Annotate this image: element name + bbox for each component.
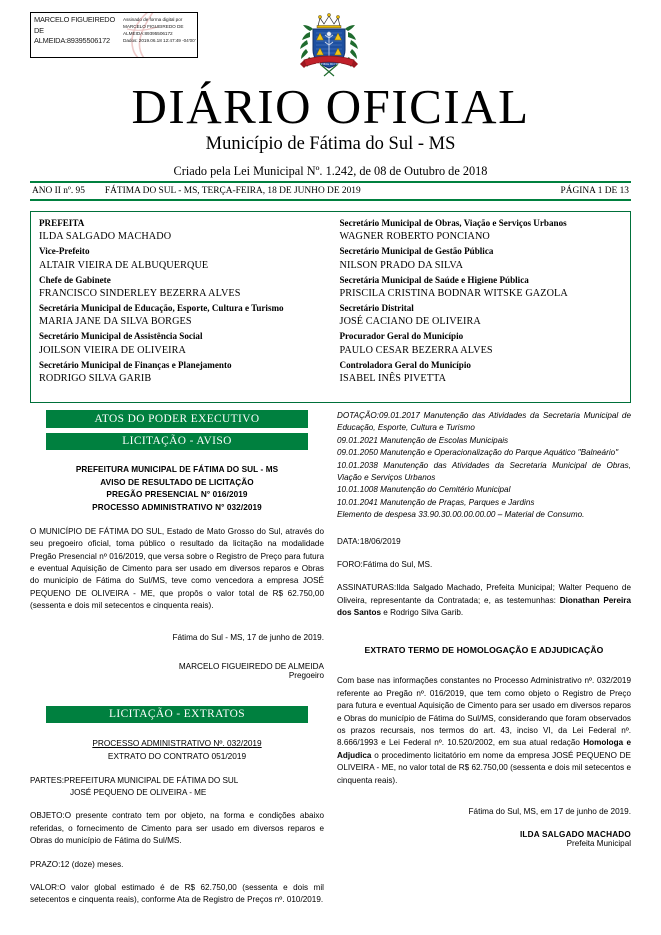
official-name: ISABEL INÊS PIVETTA: [339, 373, 447, 385]
page-title: DIÁRIO OFICIAL: [131, 79, 530, 134]
official-name: ILDA SALGADO MACHADO: [39, 231, 172, 243]
partes-line-1: [30, 775, 324, 787]
masthead-law-line: Criado pela Lei Municipal Nº. 1.242, de 08 de Outubro de 2018: [173, 163, 488, 178]
official-role: Secretária Municipal de Educação, Esporte, Cultura e Turismo: [39, 303, 284, 314]
aviso-heading-line-2: AVISO DE RESULTADO DE LICITAÇÃO: [100, 477, 254, 487]
aviso-signer-role: Pregoeiro: [288, 670, 324, 680]
homologacao-body: [337, 675, 631, 787]
official-role: Secretário Municipal de Assistência Social: [39, 331, 203, 342]
digital-signature-stamp: [30, 12, 198, 58]
signature-name-line-1: MARCELO FIGUEIREDO: [34, 15, 115, 24]
official-role: Chefe de Gabinete: [39, 274, 111, 285]
valor-text: VALOR:O valor global estimado é de R$ 62.750,00 (sessenta e dois mil setecentos e cinquenta reais), conforme Ata de Registro de Preços nº. 010/2019.: [30, 882, 324, 905]
aviso-heading-line-4: PROCESSO ADMINISTRATIVO N° 032/2019: [92, 503, 262, 513]
official-role: Vice-Prefeito: [39, 246, 90, 257]
assinaturas-witness-bold: Dionathan Pereira dos Santos: [337, 595, 632, 618]
official-name: PAULO CESAR BEZERRA ALVES: [339, 344, 493, 356]
dotacao-line: Elemento de despesa 33.90.30.00.00.00.00 – Material de Consumo.: [337, 510, 585, 520]
foro-field: FORO:Fátima do Sul, MS.: [337, 559, 433, 569]
signature-detail-line-1: Assinado de forma digital por: [123, 17, 183, 22]
aviso-signer-name: MARCELO FIGUEIREDO DE ALMEIDA: [178, 661, 324, 671]
homologacao-signer-role: Prefeita Municipal: [566, 838, 631, 848]
aviso-heading: [30, 464, 324, 515]
assinaturas-field: [337, 582, 631, 619]
aviso-body-text: O MUNICÍPIO DE FÁTIMA DO SUL, Estado de Mato Grosso do Sul, através do seu pregoeiro oficial, toma público o resultado da licitação na modalidade Pregão Presencial nº 016/2019, que versa sobre o Registro de Preço para futura e eventual Aquisição de Cimento para ser usado em diversos reparos e Obras do município de Fátima do Sul/MS, teve como vencedora a empresa JOSÉ PEQUENO DE OLIVEIRA - ME, que propôs o valor total de R$ 62.750,00 (sessenta e dois mil setecentos e cinquenta reais).: [30, 526, 324, 611]
signature-name-line-3: ALMEIDA:89395506172: [34, 36, 110, 46]
official-role: Secretário Municipal de Obras, Viação e Serviços Urbanos: [339, 218, 567, 228]
extrato-contract-number: EXTRATO DO CONTRATO 051/2019: [107, 751, 247, 762]
homologacao-action-bold: Homologa e Adjudica: [337, 738, 631, 760]
aviso-heading-line-3: PREGÃO PRESENCIAL N° 016/2019: [106, 490, 248, 500]
signature-name-block: [31, 13, 121, 57]
homologacao-title: EXTRATO TERMO DE HOMOLOGAÇÃO E ADJUDICAÇÃO: [364, 645, 604, 656]
signature-detail-line-2: MARCELO FIGUEIREDO DE: [123, 24, 184, 30]
homologacao-text-part2: o procedimento licitatório em nome da empresa JOSÉ PEQUENO DE OLIVEIRA - ME, no valor total de R$ 62.750,00 (sessenta e dois mil setecentos e cinquenta reais).: [337, 750, 631, 785]
official-role: PREFEITA: [39, 218, 85, 228]
official-name: PRISCILA CRISTINA BODNAR WITSKE GAZOLA: [339, 288, 568, 300]
content-column-right: [337, 410, 631, 848]
issue-year-number: ANO II nº. 95: [32, 186, 85, 196]
official-name: FRANCISCO SINDERLEY BEZERRA ALVES: [39, 288, 241, 300]
dotacao-line: 09.01.2050 Manutenção e Operacionalização do Parque Aquático "Balneário": [337, 448, 619, 458]
issue-place-date: FÁTIMA DO SUL - MS, TERÇA-FEIRA, 18 DE JUNHO DE 2019: [104, 186, 361, 196]
official-role: Secretário Municipal de Finanças e Planejamento: [39, 359, 232, 370]
data-field: DATA:18/06/2019: [337, 536, 401, 546]
page-indicator: PÁGINA 1 DE 13: [560, 186, 629, 196]
official-role: Controladora Geral do Município: [339, 359, 471, 370]
masthead: [0, 79, 661, 179]
municipal-coat-of-arms-icon: [296, 12, 362, 80]
officials-box: [30, 211, 631, 403]
dotacao-line: 09.01.2021 Manutenção de Escolas Municipais: [337, 435, 509, 445]
official-role: Secretário Municipal de Gestão Pública: [339, 246, 494, 257]
section-banner-atos-poder-executivo: ATOS DO PODER EXECUTIVO: [46, 410, 308, 428]
signature-detail-block: [121, 13, 197, 57]
extrato-process-number: PROCESSO ADMINISTRATIVO Nº. 032/2019: [92, 738, 262, 749]
signature-detail-line-3: ALMEIDA:89395506172: [123, 31, 173, 37]
partes-block: [30, 775, 324, 800]
section-banner-licitacao-aviso: LICITAÇÃO - AVISO: [46, 433, 308, 451]
officials-column-right: [331, 212, 631, 402]
official-role: Secretária Municipal de Saúde e Higiene Pública: [339, 274, 529, 285]
dotacao-line: DOTAÇÃO:09.01.2017 Manutenção das Atividades da Secretaria Municipal de Educação, Esporte, Cultura e Turismo: [337, 411, 631, 433]
content-column-left: [30, 410, 324, 907]
assinaturas-text-post: e Rodrigo Silva Garib.: [381, 608, 464, 618]
dotacao-line: 10.01.1008 Manutenção do Cemitério Municipal: [337, 485, 511, 495]
official-name: JOILSON VIEIRA DE OLIVEIRA: [39, 344, 187, 356]
prazo-text: PRAZO:12 (doze) meses.: [30, 859, 124, 869]
official-name: WAGNER ROBERTO PONCIANO: [339, 231, 490, 243]
signature-name-line-2: DE: [34, 25, 44, 35]
dotacao-line: 10.01.2041 Manutenção de Praças, Parques e Jardins: [337, 497, 535, 507]
extrato-process-header: [30, 737, 324, 764]
partes-party-2: JOSÉ PEQUENO DE OLIVEIRA - ME: [70, 787, 207, 797]
issue-bar: [30, 183, 631, 199]
official-name: JOSÉ CACIANO DE OLIVEIRA: [339, 316, 481, 328]
objeto-text: OBJETO:O presente contrato tem por objeto, na forma e condições abaixo referidas, o fornecimento de Cimento para ser usado em diversos reparos e Obras do município de Fátima do Sul/MS.: [30, 811, 324, 846]
official-role: Procurador Geral do Município: [339, 331, 464, 342]
masthead-subtitle: Município de Fátima do Sul - MS: [205, 134, 456, 154]
official-name: NILSON PRADO DA SILVA: [339, 259, 464, 271]
header-rule-bottom: [30, 199, 631, 201]
signature-detail-line-4: Dados: 2019.06.18 12:47:49 -04'00': [123, 38, 196, 44]
official-name: MARIA JANE DA SILVA BORGES: [39, 316, 192, 328]
partes-party-1: PREFEITURA MUNICIPAL DE FÁTIMA DO SUL: [64, 775, 239, 785]
aviso-place-date: Fátima do Sul - MS, 17 de junho de 2019.: [172, 632, 324, 642]
section-banner-licitacao-extratos: LICITAÇÃO - EXTRATOS: [46, 706, 308, 724]
official-role: Secretário Distrital: [339, 303, 414, 314]
homologacao-place-date: Fátima do Sul, MS, em 17 de junho de 2019.: [468, 806, 631, 816]
homologacao-text-part1: Com base nas informações constantes no Processo Administrativo nº. 032/2019 referente ao Pregão nº. 016/2019, que tem como objeto o Registro de Preço para futura e eventual Aquisição de Cimento para ser usado em diversos reparos e Obras do município de Fátima do Sul/MS, considerando que foram observados os prazos recursais, nos termos do art. 43, inciso VI, da Lei Federal nº. 8.666/1993 e Lei Federal nº. 10.520/2002, em sua atual redação: [337, 676, 631, 748]
assinaturas-text-pre: ASSINATURAS:Ilda Salgado Machado, Prefeita Municipal; Walter Pequeno de Oliveira, representante da Contratada; e, as testemunhas:: [337, 583, 631, 605]
partes-label: PARTES:: [30, 775, 65, 785]
officials-column-left: [31, 212, 331, 402]
official-name: RODRIGO SILVA GARIB: [39, 373, 152, 385]
aviso-heading-line-1: PREFEITURA MUNICIPAL DE FÁTIMA DO SUL - MS: [75, 465, 279, 474]
svg-text:FÁTIMA DO SUL: FÁTIMA DO SUL: [316, 62, 342, 66]
dotacao-line: 10.01.2038 Manutenção das Atividades da Secretaria Municipal de Obras, Viação e Serviços Urbanos: [337, 460, 631, 482]
homologacao-signer-name: ILDA SALGADO MACHADO: [519, 829, 631, 839]
official-name: ALTAIR VIEIRA DE ALBUQUERQUE: [39, 259, 209, 271]
